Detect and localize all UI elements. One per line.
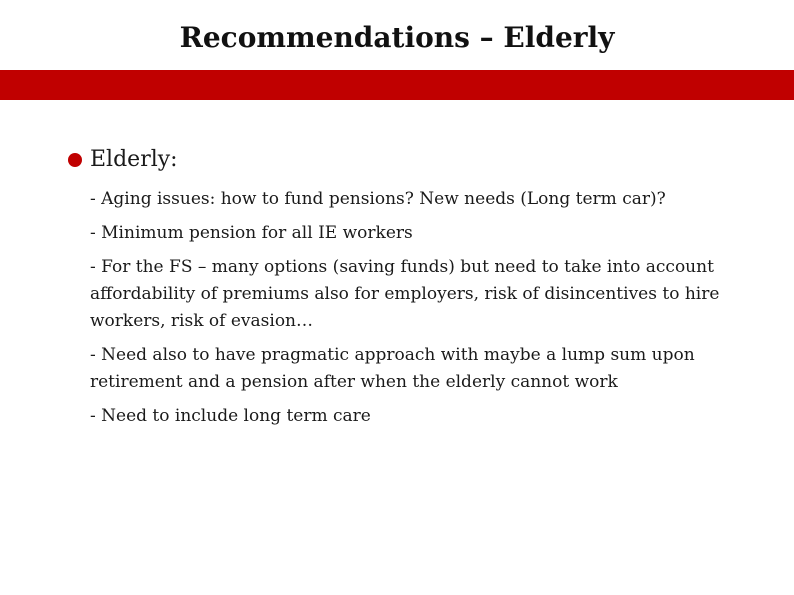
bullet-dot-icon [68,153,82,167]
sub-item-pragmatic-approach: - Need also to have pragmatic approach with maybe a lump sum upon retirement and a pension after when the elderly cannot work [90,345,695,392]
bullet-elderly [68,146,768,174]
title-accent-bar [0,70,794,100]
sub-item-long-term-care: - Need to include long term care [90,406,371,426]
bullet-label: Elderly: [90,147,178,172]
slide-content [68,146,768,437]
slide-title: Recommendations – Elderly [179,21,615,54]
sub-list [68,186,768,430]
sub-item-fs-options: - For the FS – many options (saving funds) but need to take into account affordability of premiums also for employers, risk of disincentives to hire workers, risk of evasion… [90,257,720,331]
sub-item-aging-issues: - Aging issues: how to fund pensions? New needs (Long term car)? [90,189,666,209]
sub-item-minimum-pension: - Minimum pension for all IE workers [90,223,413,243]
